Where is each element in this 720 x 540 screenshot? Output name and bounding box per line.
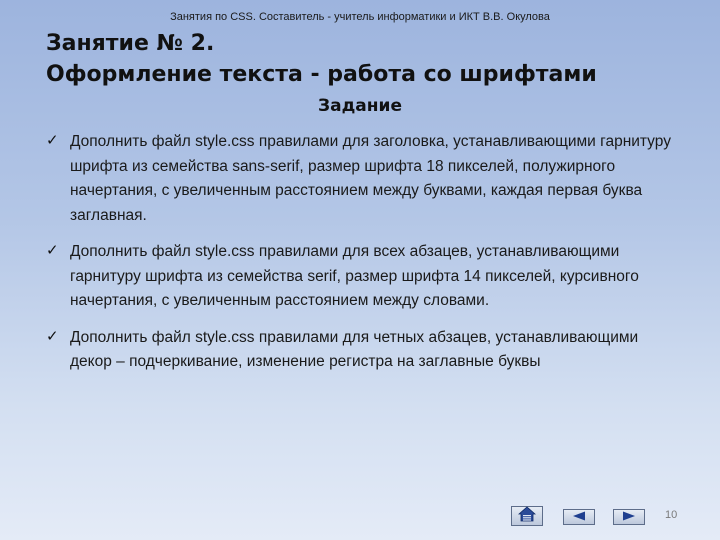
task-text: Дополнить файл style.css правилами для четных абзацев, устанавливающими декор – подчеркивание, изменение регистра на заглавные буквы	[70, 328, 639, 370]
next-slide-button[interactable]	[613, 509, 645, 525]
previous-slide-button[interactable]	[563, 509, 595, 525]
arrow-left-icon	[572, 508, 586, 526]
task-item	[46, 130, 676, 228]
title-line-1: Занятие № 2.	[46, 31, 215, 56]
task-text: Дополнить файл style.css правилами для всех абзацев, устанавливающими гарнитуру шрифта из семейства serif, размер шрифта 14 пикселей, курсивного начертания, с увеличенным расстоянием между словами.	[70, 243, 639, 309]
task-item	[46, 326, 676, 375]
slide-subtitle: Задание	[318, 96, 402, 116]
page-number: 10	[665, 509, 678, 521]
header-note: Занятия по CSS. Составитель - учитель информатики и ИКТ В.В. Окулова	[170, 11, 550, 23]
arrow-right-icon	[622, 508, 636, 526]
check-icon: ✓	[46, 131, 59, 149]
home-icon	[518, 506, 536, 527]
check-icon: ✓	[46, 241, 59, 259]
slide-title	[46, 28, 597, 90]
task-item	[46, 240, 676, 314]
check-icon: ✓	[46, 326, 59, 345]
task-list	[46, 130, 676, 387]
task-text: Дополнить файл style.css правилами для заголовка, устанавливающими гарнитуру шрифта из семейства sans-serif, размер шрифта 18 пикселей, полужирного начертания, с увеличенным расстоянием между буквами, каждая первая буква заглавная.	[70, 133, 671, 224]
title-line-2: Оформление текста - работа со шрифтами	[46, 62, 597, 87]
home-button[interactable]	[511, 506, 543, 526]
